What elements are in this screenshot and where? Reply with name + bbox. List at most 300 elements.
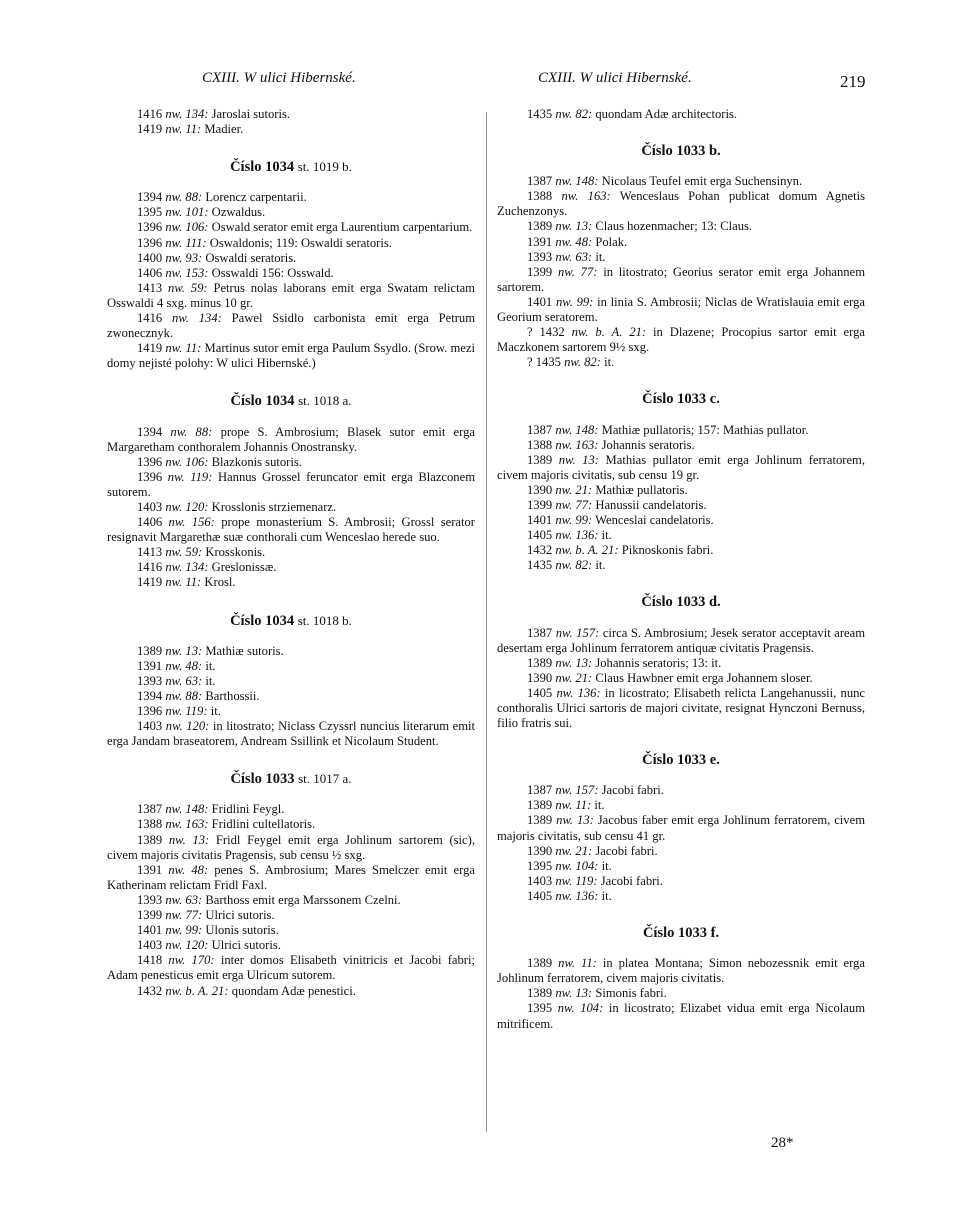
entry-text: it. (598, 528, 612, 543)
register-entry (497, 423, 865, 438)
register-entry (107, 817, 475, 832)
entry-reference: nw. 82: (564, 355, 601, 370)
entry-reference: nw. 99: (165, 923, 203, 938)
register-entry (107, 833, 475, 863)
entry-year: 1413 (137, 280, 169, 295)
section-old-number: st. 1019 b. (297, 159, 352, 175)
entry-reference: nw. 13: (555, 655, 593, 670)
entry-text: Mathias pullator emit erga Johlinum ferratorem, civem majoris civitatis, sub censu 19 gr. (497, 452, 865, 482)
register-entry (107, 515, 475, 545)
entry-text: in Dlazene; Procopius sartor emit erga Maczkonem sartorem 9½ sxg. (497, 325, 866, 355)
entry-reference: nw. 104: (557, 1001, 604, 1016)
section-heading (107, 393, 475, 409)
entry-reference: nw. 77: (555, 497, 593, 512)
register-entry (497, 107, 865, 122)
entry-year: ? 1432 (527, 325, 572, 340)
register-entry (497, 543, 865, 558)
entry-year: 1405 (527, 685, 557, 700)
register-entry (107, 311, 475, 341)
register-entry (107, 863, 475, 893)
register-entry (107, 575, 475, 590)
entry-year: 1403 (137, 719, 166, 734)
register-entry (497, 656, 865, 671)
entry-reference: nw. 104: (555, 858, 599, 873)
entry-year: 1395 (527, 858, 556, 873)
entry-year: 1419 (137, 122, 166, 137)
section-heading (497, 392, 865, 407)
entry-year: 1387 (527, 783, 556, 798)
entry-text: Nicolaus Teufel emit erga Suchensinyn. (598, 174, 803, 189)
register-entry (107, 560, 475, 575)
entry-year: 1394 (137, 424, 171, 439)
entry-reference: nw. 13: (556, 813, 594, 828)
entry-year: 1394 (137, 190, 166, 205)
register-entry (497, 671, 865, 686)
entry-reference: nw. 88: (170, 424, 213, 439)
register-entry (107, 893, 475, 908)
section-number: Číslo 1033 d. (641, 594, 721, 611)
entry-reference: nw. 88: (165, 688, 203, 703)
entry-year: 1393 (527, 249, 556, 264)
entry-text: in linia S. Ambrosii; Niclas de Wratislauia emit erga Georium seratorem. (497, 294, 865, 325)
entry-text: Petrus nolas laborans emit erga Swatam relictam Osswaldi 4 sxg. minus 10 gr. (107, 280, 475, 310)
entry-reference: nw. 136: (555, 528, 599, 543)
entry-year: 1390 (527, 843, 556, 858)
page-number: 219 (840, 72, 866, 91)
entry-year: 1432 (527, 543, 556, 558)
entry-year: 1416 (137, 560, 166, 575)
entry-reference: nw. 48: (165, 658, 203, 673)
section-old-number: st. 1017 a. (298, 771, 352, 787)
register-entry (107, 455, 475, 470)
entry-text: Jacobi fabri. (592, 843, 658, 858)
entry-reference: nw. 148: (555, 422, 599, 437)
section-heading (497, 926, 865, 941)
entry-text: inter domos Elisabeth vinitricis et Jacobi fabri; Adam penesticus emit erga Ulricum sutorem. (107, 953, 475, 983)
entry-text: Pawel Ssidlo carbonista emit erga Petrum zwonecznyk. (107, 311, 475, 341)
entry-reference: nw. 170: (168, 953, 215, 968)
entry-reference: nw. 21: (555, 482, 593, 497)
register-entry (497, 189, 865, 219)
register-entry (497, 295, 865, 325)
entry-reference: nw. 148: (555, 174, 599, 189)
register-entry (107, 719, 475, 749)
entry-text: Ulrici sutoris. (208, 938, 281, 953)
entry-text: Fridlini Feygl. (208, 802, 285, 817)
entry-year: 1387 (137, 802, 166, 817)
entry-year: 1389 (527, 655, 556, 670)
entry-reference: nw. 13: (555, 219, 593, 234)
entry-reference: nw. 157: (555, 625, 600, 640)
entry-year: 1389 (527, 813, 557, 828)
entry-year: 1416 (137, 107, 166, 121)
entry-year: 1391 (527, 234, 556, 249)
register-entry (107, 266, 475, 281)
entry-text: in licostrato; Elisabeth relicta Langehanussii, nunc conthoralis Ulrici sartoris de majori civitate, resignat Hynczoni Bernuss, filio fratris sui. (497, 685, 865, 731)
entry-year: 1401 (137, 923, 166, 938)
entry-text: Osswaldi 156: Osswald. (208, 265, 334, 280)
entry-year: 1387 (527, 422, 556, 437)
register-entry (107, 341, 475, 371)
section-heading (497, 595, 865, 610)
entry-text: Ulrici sutoris. (202, 908, 275, 923)
entry-text: prope S. Ambrosium; Blasek sutor emit erga Margaretham conthoralem Johannis Onostransky. (107, 424, 475, 454)
register-entry (497, 558, 865, 573)
register-entry (107, 500, 475, 515)
right-column (497, 107, 865, 1032)
entry-text: Jacobi fabri. (598, 783, 664, 798)
entry-year: 1405 (527, 888, 556, 903)
entry-reference: nw. 134: (165, 560, 209, 575)
entry-text: it. (592, 249, 606, 264)
entry-year: 1400 (137, 250, 166, 265)
register-entry (107, 236, 475, 251)
entry-reference: nw. 99: (555, 294, 594, 309)
entry-text: penes S. Ambrosium; Mares Smelczer emit erga Katherinam relictam Fridl Faxl. (107, 862, 475, 892)
entry-year: 1387 (527, 625, 556, 640)
register-entry (497, 528, 865, 543)
entry-reference: nw. 11: (555, 798, 592, 813)
entry-reference: nw. 120: (165, 499, 209, 514)
entry-text: in litostrato; Niclass Czyssrl nuncius literarum emit erga Jandam braseatorem, Andream Ssillink et Nicolaum Student. (107, 719, 475, 749)
section-number: Číslo 1033 c. (642, 391, 720, 408)
register-entry (497, 626, 865, 656)
entry-reference: nw. 134: (172, 311, 222, 326)
entry-text: Krosl. (201, 575, 236, 590)
register-entry (107, 644, 475, 659)
entry-text: Ozwaldus. (208, 205, 266, 220)
entry-year: 1393 (137, 892, 166, 907)
entry-reference: nw. 63: (165, 673, 203, 688)
entry-text: Fridl Feygel emit erga Johlinum sartorem (sic), civem majoris civitatis Pragensis, sub censu ½ sxg. (107, 832, 475, 862)
entry-year: 1435 (527, 107, 556, 121)
entry-reference: nw. 11: (165, 122, 202, 137)
entry-year: 1391 (137, 862, 169, 877)
register-entry (497, 859, 865, 874)
entry-text: Oswaldonis; 119: Oswaldi seratoris. (206, 235, 392, 250)
entry-reference: nw. 13: (168, 832, 210, 847)
entry-reference: nw. 120: (165, 719, 210, 734)
entry-reference: nw. 11: (165, 341, 202, 356)
entry-reference: nw. 119: (555, 873, 598, 888)
entry-reference: nw. 157: (555, 783, 599, 798)
entry-text: Mathiæ pullatoris; 157: Mathias pullator. (598, 422, 809, 437)
entry-text: in licostrato; Elizabet vidua emit erga Nicolaum mitrificem. (497, 1001, 865, 1031)
entry-reference: nw. 134: (165, 107, 209, 121)
section-heading (107, 613, 475, 629)
section-number: Číslo 1034 (230, 612, 295, 629)
running-title-right: CXIII. W ulici Hibernské. (538, 70, 692, 86)
entry-reference: nw. 93: (165, 250, 203, 265)
entry-year: 1395 (527, 1001, 558, 1016)
register-entry (497, 498, 865, 513)
entry-text: Johannis seratoris. (598, 437, 695, 452)
register-entry (107, 802, 475, 817)
entry-reference: nw. 59: (168, 280, 208, 295)
entry-reference: nw. 163: (165, 817, 209, 832)
entry-text: Blazkonis sutoris. (208, 454, 302, 469)
entry-year: 1406 (137, 265, 166, 280)
entry-year: 1399 (137, 908, 166, 923)
register-entry (107, 908, 475, 923)
entry-text: Wenceslai candelatoris. (592, 513, 714, 528)
entry-year: 1396 (137, 454, 166, 469)
register-entry (497, 889, 865, 904)
left-column (107, 107, 475, 999)
entry-reference: nw. 101: (165, 205, 209, 220)
register-entry (497, 513, 865, 528)
entry-year: 1393 (137, 673, 166, 688)
register-entry (497, 453, 865, 483)
entry-year: 1394 (137, 688, 166, 703)
register-entry (497, 325, 865, 355)
entry-text: it. (598, 888, 612, 903)
entry-reference: nw. 119: (167, 469, 213, 484)
running-title-left: CXIII. W ulici Hibernské. (202, 70, 356, 86)
register-entry (107, 984, 475, 999)
register-entry (497, 844, 865, 859)
entry-year: 1403 (527, 873, 556, 888)
entry-text: it. (202, 673, 216, 688)
entry-reference: nw. 48: (168, 862, 209, 877)
register-entry (107, 122, 475, 137)
register-entry (107, 281, 475, 311)
register-entry (107, 953, 475, 983)
entry-text: Barthoss emit erga Marssonem Czelni. (202, 892, 401, 907)
register-entry (497, 798, 865, 813)
entry-reference: nw. 99: (555, 513, 593, 528)
register-entry (107, 190, 475, 205)
entry-year: ? 1435 (527, 355, 565, 370)
entry-text: Johannis seratoris; 13: it. (592, 655, 722, 670)
entry-text: circa S. Ambrosium; Jesek serator acceptavit aream desertam erga Johlinum ferratorem antiquæ civitatis Pragensis. (497, 625, 865, 655)
section-number: Číslo 1033 b. (641, 143, 721, 160)
entry-reference: nw. 111: (165, 235, 207, 250)
entry-reference: nw. 21: (555, 670, 593, 685)
entry-text: it. (598, 858, 612, 873)
entry-year: 1389 (527, 219, 556, 234)
entry-reference: nw. 11: (165, 575, 202, 590)
entry-reference: nw. 77: (557, 264, 598, 279)
entry-text: Krosslonis strziemenarz. (208, 499, 337, 514)
entry-text: it. (592, 558, 606, 573)
entry-text: quondam Adæ architectoris. (592, 107, 738, 121)
entry-text: it. (600, 355, 615, 370)
entry-year: 1399 (527, 497, 556, 512)
entry-year: 1419 (137, 575, 166, 590)
entry-reference: nw. 13: (555, 986, 593, 1001)
entry-reference: nw. 82: (555, 107, 593, 121)
entry-text: Ulonis sutoris. (202, 923, 279, 938)
register-entry (497, 438, 865, 453)
entry-year: 1388 (137, 817, 166, 832)
entry-year: 1389 (527, 452, 559, 467)
entry-reference: nw. 136: (555, 888, 599, 903)
register-entry (497, 219, 865, 234)
entry-text: Mathiæ pullatoris. (592, 482, 688, 497)
entry-year: 1401 (527, 294, 556, 309)
entry-reference: nw. 21: (555, 843, 593, 858)
entry-text: Oswald serator emit erga Laurentium carpentarium. (208, 220, 473, 235)
entry-year: 1390 (527, 670, 556, 685)
section-heading (107, 159, 475, 175)
entry-text: Barthossii. (202, 688, 260, 703)
entry-year: 1405 (527, 528, 556, 543)
register-entry (107, 938, 475, 953)
entry-reference: nw. 106: (165, 220, 209, 235)
entry-year: 1391 (137, 658, 166, 673)
register-entry (497, 986, 865, 1001)
entry-year: 1388 (527, 437, 556, 452)
entry-reference: nw. 63: (165, 892, 203, 907)
section-number: Číslo 1034 (230, 393, 295, 410)
register-entry (107, 545, 475, 560)
entry-text: Oswaldi seratoris. (202, 250, 297, 265)
register-entry (497, 1001, 865, 1031)
entry-reference: nw. 163: (561, 189, 611, 204)
section-number: Číslo 1033 f. (642, 925, 720, 942)
entry-year: 1387 (527, 174, 556, 189)
entry-year: 1389 (137, 643, 166, 658)
entry-text: Hannus Grossel feruncator emit erga Blazconem sutorem. (107, 469, 475, 499)
section-heading (497, 753, 865, 768)
entry-year: 1396 (137, 235, 166, 250)
entry-reference: nw. b. A. 21: (165, 983, 229, 998)
section-heading (497, 144, 865, 159)
entry-reference: nw. 88: (165, 190, 203, 205)
entry-year: 1406 (137, 515, 169, 530)
register-entry (107, 425, 475, 455)
entry-reference: nw. 106: (165, 454, 209, 469)
entry-reference: nw. 11: (558, 956, 597, 971)
entry-text: Hanussii candelatoris. (592, 497, 707, 512)
entry-year: 1389 (527, 956, 559, 971)
entry-text: it. (207, 704, 221, 718)
entry-year: 1388 (527, 189, 562, 204)
entry-year: 1396 (137, 469, 168, 484)
entry-year: 1413 (137, 545, 166, 560)
entry-text: Jacobi fabri. (597, 873, 663, 888)
register-entry (497, 483, 865, 498)
entry-year: 1403 (137, 938, 166, 953)
signature-mark: 28* (771, 1135, 794, 1151)
entry-text: Claus Hawbner emit erga Johannem sloser. (592, 670, 813, 685)
entry-reference: nw. 120: (165, 938, 209, 953)
entry-reference: nw. 63: (555, 249, 593, 264)
entry-text: Greslonissæ. (208, 560, 277, 575)
register-entry (497, 686, 865, 731)
entry-text: Madier. (201, 122, 244, 137)
register-entry (497, 956, 865, 986)
register-entry (107, 220, 475, 235)
register-entry (497, 355, 865, 370)
entry-reference: nw. b. A. 21: (571, 325, 647, 340)
register-entry (497, 265, 865, 295)
entry-year: 1399 (527, 264, 558, 279)
entry-year: 1389 (527, 798, 556, 813)
section-heading (107, 771, 475, 787)
register-entry (107, 251, 475, 266)
register-entry (497, 874, 865, 889)
entry-text: Polak. (592, 234, 628, 249)
entry-text: Fridlini cultellatoris. (208, 817, 316, 832)
register-entry (107, 704, 475, 719)
entry-reference: nw. 136: (556, 685, 601, 700)
register-entry (107, 470, 475, 500)
entry-year: 1419 (137, 341, 166, 356)
entry-reference: nw. 59: (165, 545, 203, 560)
register-entry (497, 250, 865, 265)
entry-text: Jacobus faber emit erga Johlinum ferratorem, civem majoris civitatis, sub censu 41 gr. (497, 813, 865, 843)
section-number: Číslo 1033 (230, 771, 295, 788)
entry-year: 1403 (137, 499, 166, 514)
entry-reference: nw. b. A. 21: (555, 543, 619, 558)
section-old-number: st. 1018 b. (297, 612, 352, 628)
register-entry (497, 235, 865, 250)
entry-year: 1389 (137, 832, 169, 847)
register-entry (107, 689, 475, 704)
entry-year: 1401 (527, 513, 556, 528)
column-divider (486, 112, 487, 1132)
entry-reference: nw. 13: (165, 643, 203, 658)
entry-year: 1390 (527, 482, 556, 497)
entry-text: Wenceslaus Pohan publicat domum Agnetis Zuchenzonys. (497, 189, 865, 219)
entry-reference: nw. 119: (165, 704, 208, 718)
section-number: Číslo 1033 e. (642, 752, 720, 769)
register-entry (497, 783, 865, 798)
entry-reference: nw. 153: (165, 265, 209, 280)
entry-text: Piknoskonis fabri. (618, 543, 714, 558)
entry-year: 1396 (137, 220, 166, 235)
entry-year: 1395 (137, 205, 166, 220)
entry-text: it. (591, 798, 605, 813)
entry-year: 1389 (527, 986, 556, 1001)
register-entry (107, 107, 475, 122)
register-entry (107, 659, 475, 674)
entry-reference: nw. 156: (168, 515, 215, 530)
entry-text: it. (202, 658, 216, 673)
register-entry (497, 813, 865, 843)
entry-reference: nw. 13: (558, 452, 599, 467)
entry-text: in litostrato; Georius serator emit erga Johannem sartorem. (497, 264, 865, 294)
section-old-number: st. 1018 a. (298, 393, 352, 409)
entry-year: 1418 (137, 953, 169, 968)
entry-text: Martinus sutor emit erga Paulum Ssydlo. (Srow. mezi domy nejisté polohy: W ulici Hibernské.) (107, 341, 475, 371)
entry-text: Claus hozenmacher; 13: Claus. (592, 219, 753, 234)
entry-text: Simonis fabri. (592, 986, 667, 1001)
register-entry (497, 174, 865, 189)
entry-reference: nw. 82: (555, 558, 593, 573)
register-entry (107, 674, 475, 689)
register-entry (107, 205, 475, 220)
entry-text: prope monasterium S. Ambrosii; Grossl serator resignavit Margarethæ suæ conthorali cum Wenceslao herede suo. (107, 515, 475, 545)
entry-reference: nw. 148: (165, 802, 209, 817)
section-number: Číslo 1034 (230, 159, 295, 176)
entry-text: Mathiæ sutoris. (202, 643, 284, 658)
entry-reference: nw. 48: (555, 234, 593, 249)
register-entry (107, 923, 475, 938)
entry-text: Lorencz carpentarii. (202, 190, 307, 205)
entry-year: 1416 (137, 311, 173, 326)
entry-reference: nw. 163: (555, 437, 599, 452)
entry-text: Krosskonis. (202, 545, 266, 560)
entry-text: in platea Montana; Simon nebozessnik emit erga Johlinum ferratorem, civem majoris civitatis. (497, 956, 866, 986)
entry-reference: nw. 77: (165, 908, 203, 923)
entry-text: quondam Adæ penestici. (228, 983, 356, 998)
entry-year: 1396 (137, 704, 166, 718)
entry-text: Jaroslai sutoris. (208, 107, 291, 121)
entry-year: 1432 (137, 983, 166, 998)
